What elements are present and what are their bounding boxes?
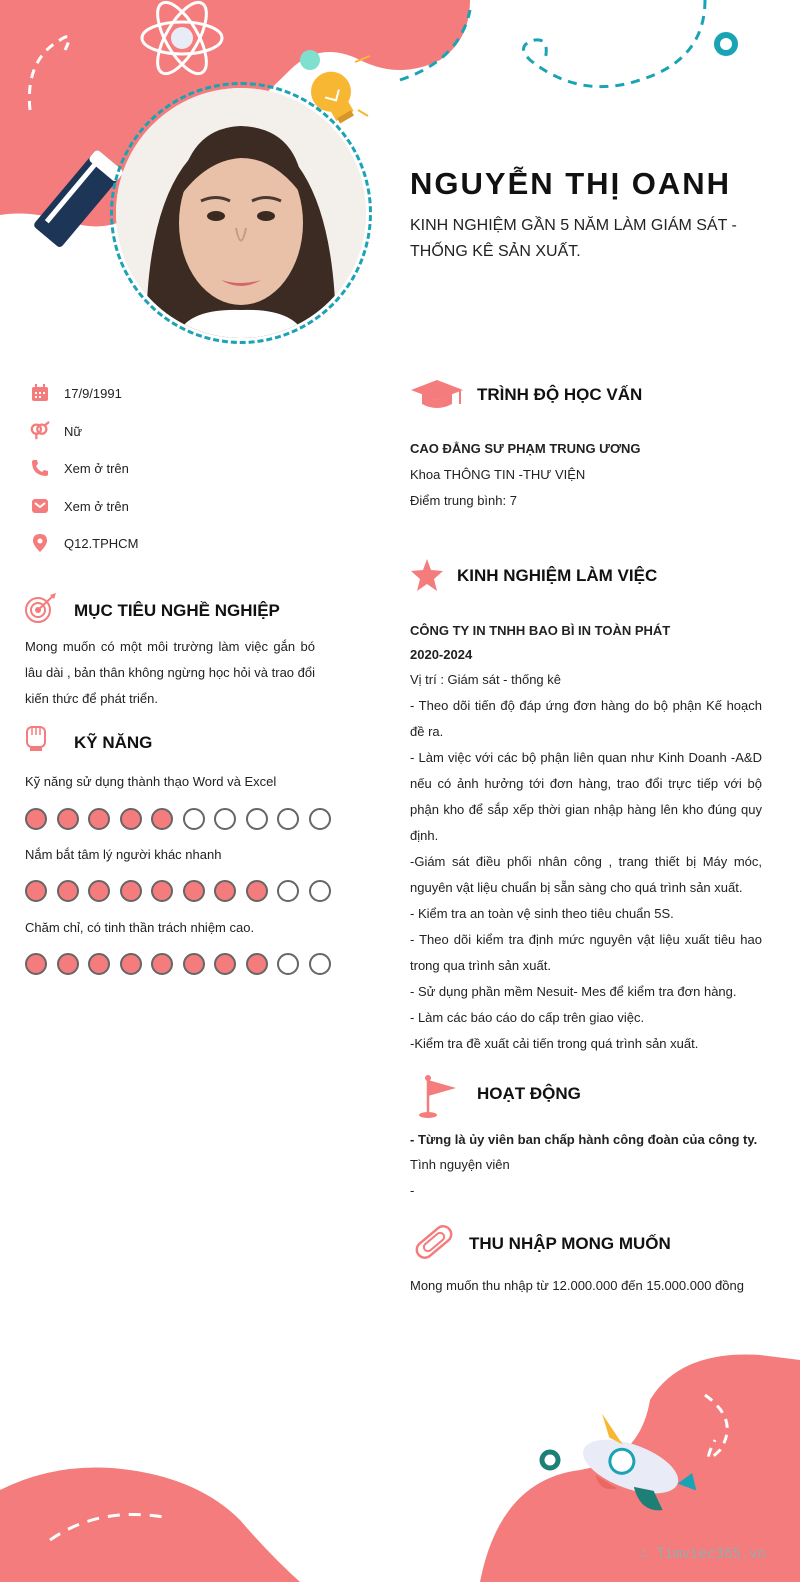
candidate-name: NGUYỄN THỊ OANH <box>410 166 732 201</box>
activity-item: Tình nguyện viên <box>410 1157 510 1172</box>
fist-icon <box>24 721 48 758</box>
skill-dot-filled <box>246 880 268 902</box>
experience-title: KINH NGHIỆM LÀM VIỆC <box>457 566 658 585</box>
calendar-icon <box>30 383 50 403</box>
skill-dot-filled <box>120 880 142 902</box>
duty-item: - Theo dõi kiểm tra định mức nguyên vật liệu xuất tiêu hao trong qua trình sản xuất. <box>410 932 762 973</box>
education-major: Khoa THÔNG TIN -THƯ VIỆN <box>410 467 586 482</box>
skill-dot-filled <box>151 808 173 830</box>
avatar-portrait <box>116 88 366 338</box>
income-text: Mong muốn thu nhập từ 12.000.000 đến 15.000.000 đồng <box>410 1278 744 1293</box>
skill-dot-filled <box>183 880 205 902</box>
phone-value: Xem ở trên <box>64 460 129 476</box>
skill-dot-empty <box>309 953 331 975</box>
skill-dot-filled <box>214 953 236 975</box>
career-goal-text: Mong muốn có một môi trường làm việc gắn bó lâu dài , bản thân không ngừng học hỏi và trao đổi kiến thức để phát triển. <box>25 639 315 706</box>
skill-label: Kỹ năng sử dụng thành thạo Word và Excel <box>25 774 277 789</box>
education-title: TRÌNH ĐỘ HỌC VẤN <box>477 385 643 404</box>
education-gpa: Điểm trung bình: 7 <box>410 493 517 508</box>
experience-duties <box>410 693 762 1057</box>
skill-dot-empty <box>214 808 236 830</box>
skill-dot-empty <box>309 808 331 830</box>
duty-item: -Giám sát điều phối nhân công , trang thiết bị Máy móc, nguyên vật liệu chuẩn bị sẵn sàng cho quá trình sản xuất. <box>410 854 762 895</box>
experience-position: Vị trí : Giám sát - thống kê <box>410 672 561 687</box>
duty-item: - Làm việc với các bộ phận liên quan như Kinh Doanh -A&D nếu có ảnh hưởng tới đơn hàng, trao đổi trực tiếp với bộ phận kho để sắp xếp thời gian nhập hàng lên kho đúng quy định. <box>410 750 762 843</box>
contact-email <box>30 495 129 517</box>
phone-icon <box>30 458 50 478</box>
activity-item: - Từng là ủy viên ban chấp hành công đoàn của công ty. <box>410 1132 758 1147</box>
duty-item: - Theo dõi tiến độ đáp ứng đơn hàng do bộ phận Kế hoạch đề ra. <box>410 698 762 739</box>
skill-dot-filled <box>25 808 47 830</box>
skill-dot-filled <box>57 808 79 830</box>
skill-dot-filled <box>246 953 268 975</box>
flag-icon <box>418 1074 458 1123</box>
skill-label: Chăm chỉ, có tinh thần trách nhiệm cao. <box>25 920 255 935</box>
skill-dot-filled <box>25 880 47 902</box>
career-goal-title: MỤC TIÊU NGHỀ NGHIỆP <box>74 601 280 620</box>
avatar <box>116 88 366 338</box>
duty-item: - Làm các báo cáo do cấp trên giao việc. <box>410 1010 645 1025</box>
target-icon <box>24 593 58 630</box>
skill-dot-filled <box>57 880 79 902</box>
experience-company: CÔNG TY IN TNHH BAO BÌ IN TOÀN PHÁT <box>410 623 671 638</box>
duty-item: - Kiểm tra an toàn vệ sinh theo tiêu chuẩn 5S. <box>410 906 674 921</box>
watermark: ∴ Timviec365.vn <box>639 1546 766 1562</box>
duty-item: - Sử dụng phần mềm Nesuit- Mes để kiểm tra đơn hàng. <box>410 984 737 999</box>
birthday-value: 17/9/1991 <box>64 385 122 401</box>
skill-dot-filled <box>88 808 110 830</box>
skill-dot-filled <box>88 880 110 902</box>
skill-dot-filled <box>183 953 205 975</box>
email-icon <box>30 496 50 516</box>
skill-rating <box>25 880 340 902</box>
duty-item: -Kiểm tra đề xuất cải tiến trong quá trình sản xuất. <box>410 1036 699 1051</box>
skill-dot-empty <box>183 808 205 830</box>
activities-title: HOẠT ĐỘNG <box>477 1084 581 1103</box>
address-value: Q12.TPHCM <box>64 535 139 551</box>
email-value: Xem ở trên <box>64 498 129 514</box>
skill-dot-empty <box>246 808 268 830</box>
education-school: CAO ĐẲNG SƯ PHẠM TRUNG ƯƠNG <box>410 441 641 456</box>
skill-dot-filled <box>120 953 142 975</box>
skill-rating <box>25 808 340 830</box>
skill-dot-empty <box>277 953 299 975</box>
skill-dot-filled <box>151 953 173 975</box>
skill-dot-filled <box>151 880 173 902</box>
graduation-cap-icon <box>410 378 464 415</box>
contact-address <box>30 532 138 554</box>
contact-gender <box>30 420 82 442</box>
location-pin-icon <box>30 533 50 553</box>
experience-period: 2020-2024 <box>410 647 473 662</box>
activity-item: - <box>410 1183 415 1198</box>
contact-phone <box>30 457 129 479</box>
skill-dot-empty <box>277 808 299 830</box>
contact-birthday <box>30 382 122 404</box>
candidate-headline: KINH NGHIỆM GẦN 5 NĂM LÀM GIÁM SÁT - THỐNG KÊ SẢN XUẤT. <box>410 217 737 260</box>
skill-label: Nắm bắt tâm lý người khác nhanh <box>25 847 222 862</box>
skill-dot-filled <box>88 953 110 975</box>
skill-dot-empty <box>277 880 299 902</box>
skills-title: KỸ NĂNG <box>74 733 153 752</box>
gender-value: Nữ <box>64 423 83 439</box>
skill-rating <box>25 953 340 975</box>
skill-dot-empty <box>309 880 331 902</box>
skill-dot-filled <box>214 880 236 902</box>
skill-dot-filled <box>120 808 142 830</box>
gender-icon <box>30 421 50 441</box>
star-icon <box>410 559 444 596</box>
income-title: THU NHẬP MONG MUỐN <box>469 1234 671 1253</box>
skill-dot-filled <box>57 953 79 975</box>
paperclip-icon <box>412 1222 456 1267</box>
skill-dot-filled <box>25 953 47 975</box>
